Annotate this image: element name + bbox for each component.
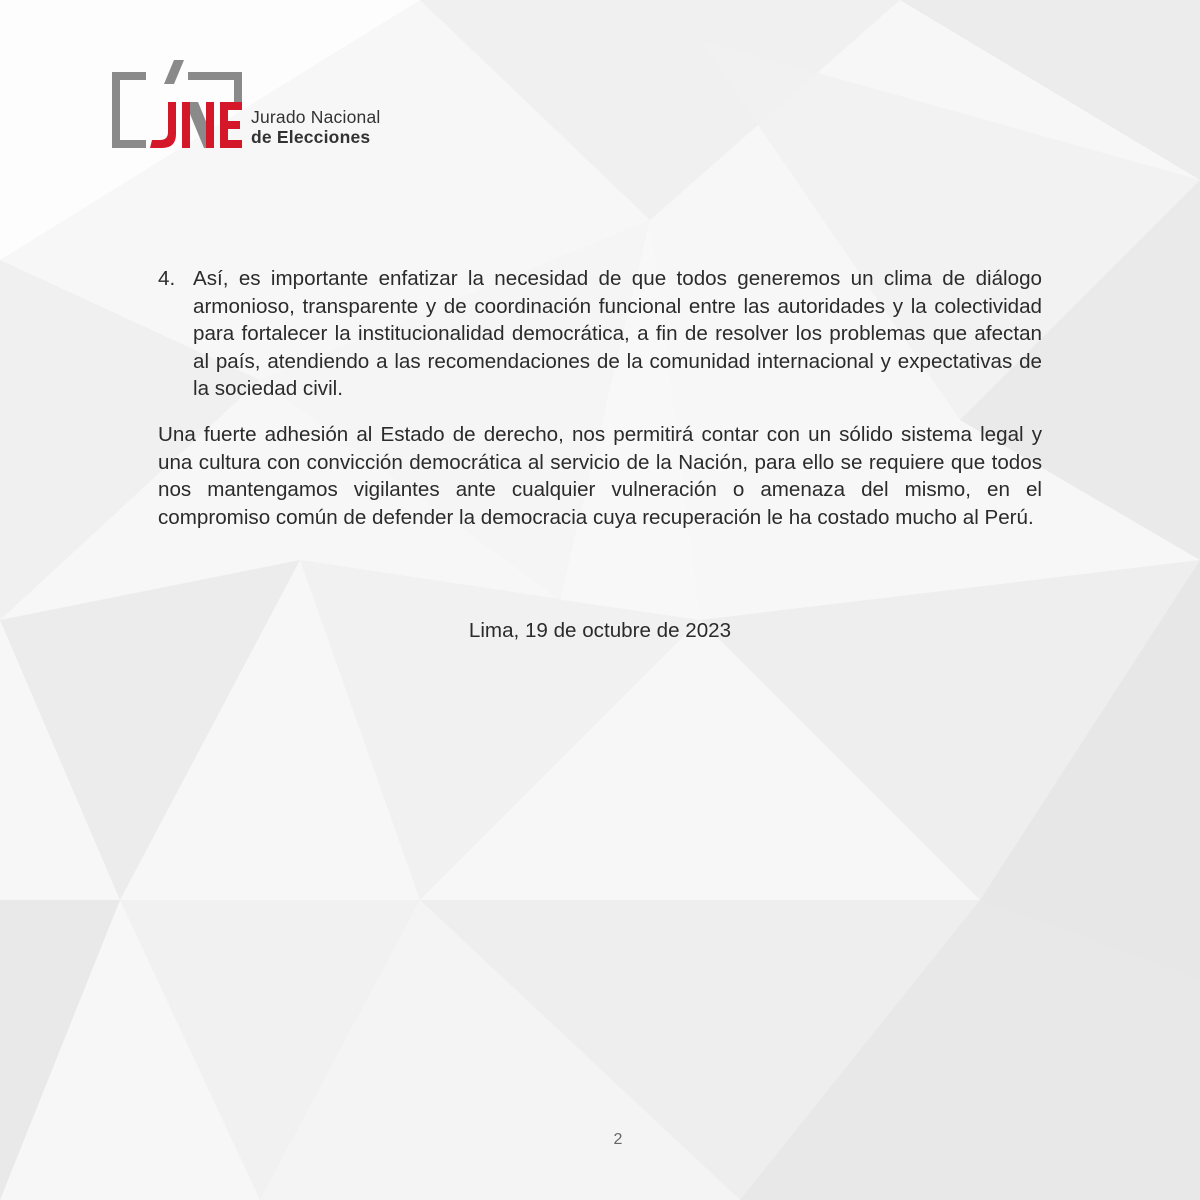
- logo-wordmark: [251, 107, 380, 147]
- logo-line-2: de Elecciones: [251, 127, 371, 147]
- list-item-number: 4.: [158, 267, 176, 290]
- document-body: [158, 265, 1042, 531]
- list-item-text: Así, es importante enfatizar la necesidad de que todos generemos un clima de diálogo armonioso, transparente y de coordinación funcional entre las autoridades y la colectividad para fortalecer la institucionalidad democrática, a fin de resolver los problemas que afectan al país, atendiendo a las recomendaciones de la comunidad internacional y expectativas de la sociedad civil.: [193, 267, 1042, 401]
- closing-paragraph: Una fuerte adhesión al Estado de derecho, nos permitirá contar con un sólido sistema legal y una cultura con convicción democrática al servicio de la Nación, para ello se requiere que todos nos mantengamos vigilantes ante cualquier vulneración o amenaza del mismo, en el compromiso común de defender la democracia cuya recuperación le ha costado mucho al Perú.: [158, 422, 1042, 529]
- page-number: 2: [613, 1131, 623, 1148]
- document-date: Lima, 19 de octubre de 2023: [468, 619, 732, 642]
- logo-line-1: Jurado Nacional: [251, 107, 381, 127]
- list-item: [158, 265, 1042, 403]
